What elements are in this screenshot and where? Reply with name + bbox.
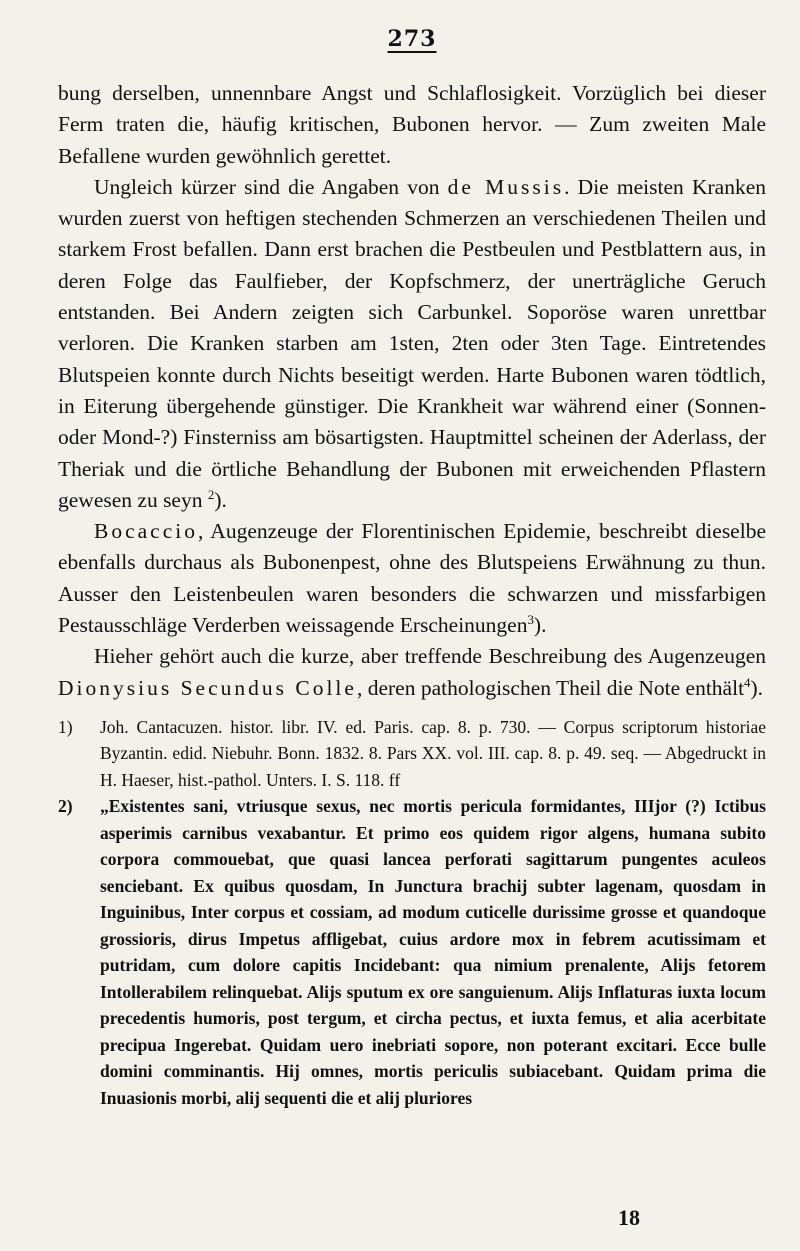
footnote-number: 1) — [58, 716, 73, 737]
signature-mark: 18 — [618, 1205, 640, 1230]
paragraph — [58, 641, 766, 704]
author-name: Bocaccio — [94, 519, 198, 544]
paragraph — [58, 516, 766, 641]
paragraph-text: . Die meisten Kranken wurden zuerst von heftigen stechenden Schmerzen an verschiedenen Theilen und starkem Frost befallen. Dann erst brachen die Pestbeulen und Pestblattern aus, in deren Folge das Faulfieber, der Kopfschmerz, der unerträgliche Geruch entstanden. Bei Andern zeigten sich Carbunkel. Soporöse waren unrettbar verloren. Die Kranken starben am 1sten, 2ten oder 3ten Tage. Eintretendes Blutspeien konnte durch Nichts beseitigt werden. Harte Bubonen waren tödtlich, in Eiterung übergehende günstiger. Die Krankheit war während einer (Sonnen- oder Mond-?) Finsterniss am bösartigsten. Hauptmittel scheinen der Aderlass, der Theriak und die örtliche Behandlung der Bubonen mit erweichenden Pflastern gewesen zu seyn — [58, 174, 767, 512]
paragraph-text: Ungleich kürzer sind die Angaben von — [94, 174, 448, 199]
author-name: Dionysius Secundus Colle — [58, 675, 357, 700]
footnote-text: Joh. Cantacuzen. histor. libr. IV. ed. Paris. cap. 8. p. 730. — Corpus scriptorum historiae Byzantin. edid. Niebuhr. Bonn. 1832. 8. Pars XX. vol. III. cap. 8. p. 49. seq. — Abgedruckt in H. Haeser, hist.-pathol. Unters. I. S. 118. ff — [100, 716, 766, 790]
footnote-ref: 2 — [207, 487, 215, 502]
paragraph-closing: ). — [214, 487, 227, 512]
footnotes — [58, 714, 766, 1112]
paragraph-text: Hieher gehört auch die kurze, aber treffende Beschreibung des Augenzeugen — [94, 644, 766, 669]
paragraph-text: , deren pathologischen Theil die Note enthält — [356, 675, 745, 700]
author-name: de Mussis — [447, 174, 565, 199]
main-text — [58, 78, 766, 704]
paragraph-closing: ). — [750, 675, 764, 700]
page-number: 273 — [387, 26, 437, 52]
paragraph: bung derselben, unnennbare Angst und Schlaflosigkeit. Vorzüglich bei dieser Ferm traten die, häufig kritischen, Bubonen hervor. — Zum zweiten Male Befallene wurden gewöhnlich gerettet. — [58, 81, 766, 168]
footnote — [58, 714, 766, 794]
footnote-ref: 4 — [744, 675, 751, 690]
footnote-ref: 3 — [527, 612, 534, 627]
footnote-text: „Existentes sani, vtriusque sexus, nec mortis pericula formidantes, IIIjor (?) Ictibus asperimis carnibus vexabantur. Et primo eos quidem rigor algens, humana subito corpora commouebat, que quasi lancea perforati sagittarum pungentes aculeos senciebant. Ex quibus quosdam, In Junctura brachij subter lagenam, quosdam in Inguinibus, Inter corpus et cossiam, ad modum cuticelle durissime grosse et quandoque grossioris, dirus Impetus affligebat, cuius ardore mox in febrem acutissimam et putridam, cum dolore capitis Incidebant: qua nimium prenalente, Alijs fetorem Intollerabilem relinquebat. Alijs sputum ex ore sanguienum. Alijs Inflaturas iuxta locum precedentis humoris, post tergum, et circha pectus, et iuxta femus, et alia acerbitate precipua Ingerebat. Quidam uero inebriati sopore, non poterant excitari. Ecce bulle domini comminantis. Hij omnes, mortis periculis subiacebant. Quidam prima die Inuasionis morbi, alij sequenti die et alij pluriores — [100, 796, 766, 1108]
paragraph — [58, 172, 766, 516]
paragraph-text: , Augenzeuge der Florentinischen Epidemie, beschreibt dieselbe ebenfalls durchaus als Bubonenpest, ohne des Blutspeiens Erwähnung zu thun. Ausser den Leistenbeulen waren besonders die schwarzen und missfarbigen Pestausschläge Verderben weissagende Erscheinungen — [58, 519, 766, 638]
footnote-number: 2) — [58, 796, 73, 817]
footnote — [58, 793, 766, 1111]
paragraph-closing: ). — [533, 613, 547, 638]
